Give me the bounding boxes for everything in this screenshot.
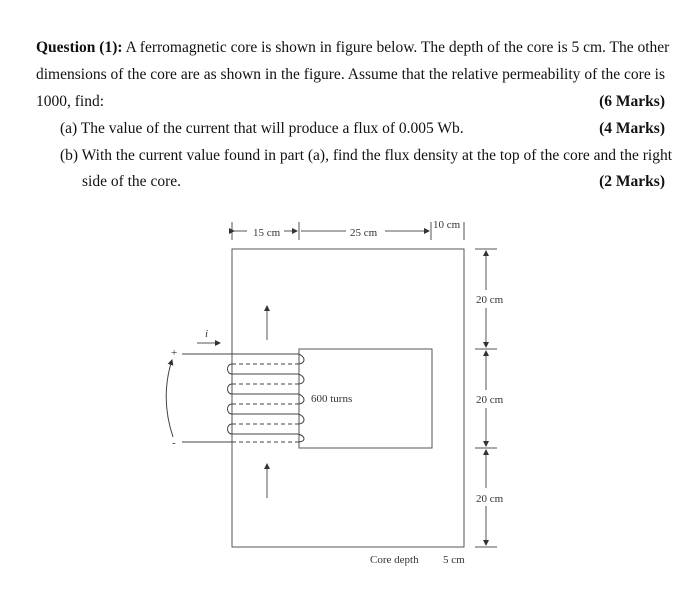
total-marks: (6 Marks) xyxy=(599,93,665,110)
dim-v2-label: 20 cm xyxy=(476,394,504,406)
question-line-2: dimensions of the core are as shown in the figure. Assume that the relative permeability of the core is xyxy=(36,66,665,83)
dim-right-label: 10 cm xyxy=(433,219,461,231)
plus-terminal: + xyxy=(171,347,178,359)
current-label: i xyxy=(205,328,209,340)
part-b-marks: (2 Marks) xyxy=(599,173,665,190)
coil-winding xyxy=(166,354,304,442)
core-depth-value: 5 cm xyxy=(443,554,465,566)
core-depth-label: Core depth xyxy=(370,554,419,566)
dim-v3-label: 20 cm xyxy=(476,493,504,505)
part-b-text-2: side of the core. xyxy=(82,173,181,190)
question-text: A ferromagnetic core is shown in figure below. The depth of the core is 5 cm. The other xyxy=(122,39,670,56)
part-a-text: (a) The value of the current that will produce a flux of 0.005 Wb. xyxy=(60,120,464,137)
question-label: Question (1): xyxy=(36,39,123,56)
turns-label: 600 turns xyxy=(311,393,353,405)
dim-mid-label: 25 cm xyxy=(350,227,378,239)
part-b-text: (b) With the current value found in part (a), find the flux density at the top of the core and the right xyxy=(60,147,673,164)
question-line-3: 1000, find: xyxy=(36,93,105,110)
minus-terminal: - xyxy=(172,437,176,449)
dim-left-label: 15 cm xyxy=(253,227,281,239)
dim-v1-label: 20 cm xyxy=(476,294,504,306)
part-a-marks: (4 Marks) xyxy=(599,120,665,137)
